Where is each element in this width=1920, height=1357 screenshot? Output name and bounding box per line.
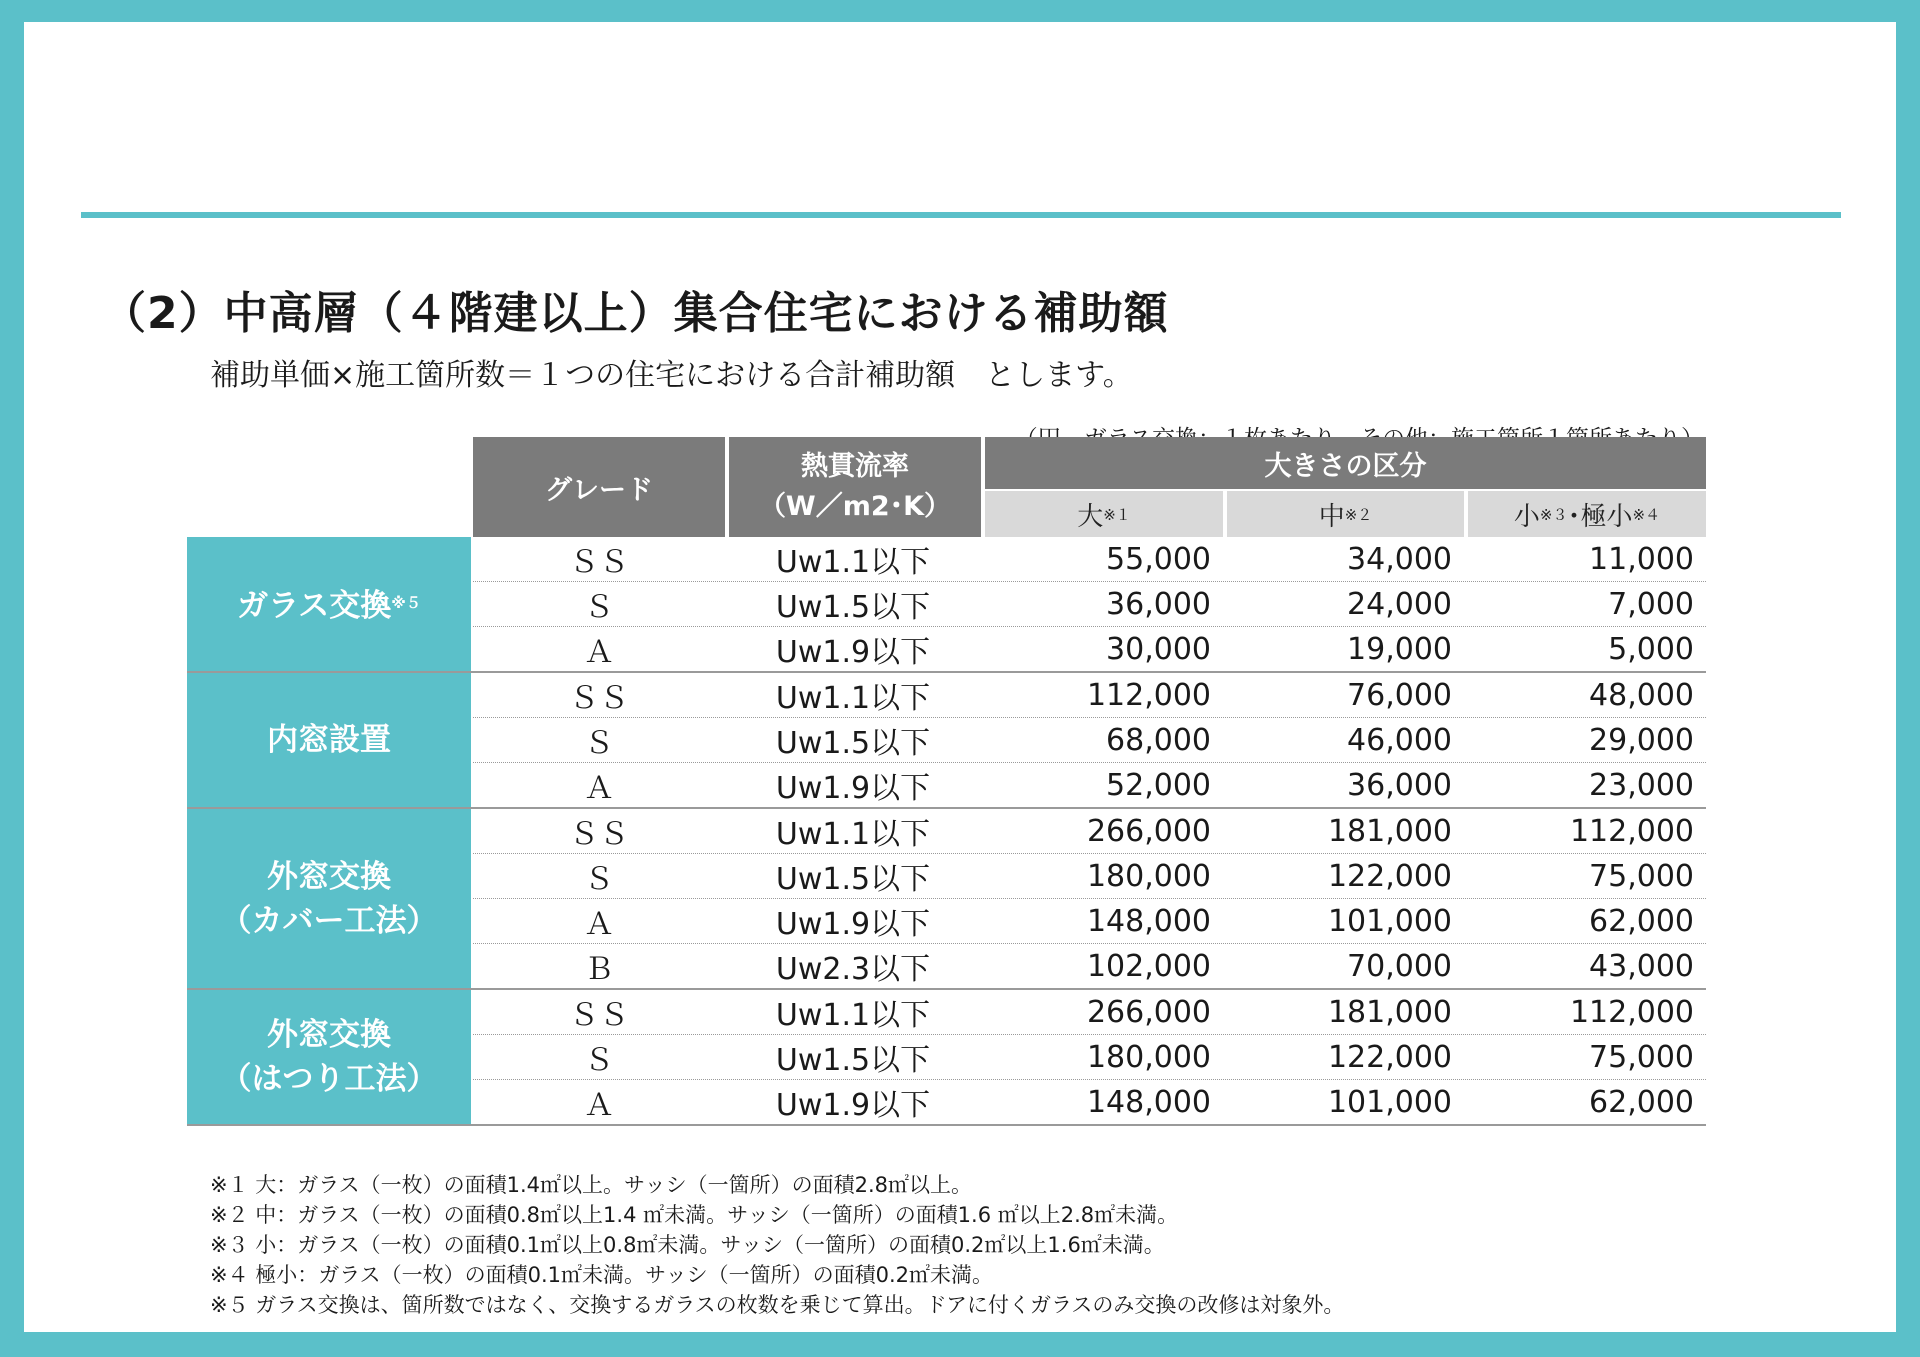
cell-heat: Uw1.5以下 [775, 726, 931, 761]
cell-heat: Uw1.5以下 [775, 590, 931, 625]
cell-large: 55,000 [1106, 541, 1211, 577]
table-row [473, 854, 1706, 899]
cell-medium: 34,000 [1347, 541, 1452, 577]
footnote: ※４ 極小：ガラス（一枚）の面積0.1㎡未満。サッシ（一箇所）の面積0.2㎡未満。 [210, 1263, 994, 1287]
header-xsmall-label: ･極小 [1567, 501, 1633, 532]
cell-small: 62,000 [1589, 1084, 1694, 1120]
group-name [187, 809, 473, 988]
header-heat-transfer [729, 437, 981, 537]
footnote: ※１ 大：ガラス（一枚）の面積1.4㎡以上。サッシ（一箇所）の面積2.8㎡以上。 [210, 1173, 973, 1197]
cell-medium: 122,000 [1327, 858, 1452, 894]
cell-large: 68,000 [1106, 722, 1211, 758]
cell-small: 62,000 [1589, 903, 1694, 939]
cell-grade: ＳＳ [569, 545, 629, 580]
cell-grade: Ｓ [584, 1043, 614, 1078]
group-name [187, 990, 473, 1124]
table-row [473, 627, 1706, 671]
cell-large: 102,000 [1086, 948, 1211, 984]
cell-grade: Ａ [584, 771, 614, 806]
cell-small: 75,000 [1589, 858, 1694, 894]
header-grade: グレード [473, 437, 725, 537]
cell-grade: ＳＳ [569, 817, 629, 852]
cell-medium: 181,000 [1327, 813, 1452, 849]
cell-grade: Ｂ [584, 952, 614, 987]
cell-medium: 46,000 [1347, 722, 1452, 758]
cell-grade: Ａ [584, 635, 614, 670]
cell-heat: Uw1.5以下 [775, 862, 931, 897]
footnote: ※５ ガラス交換は、箇所数ではなく、交換するガラスの枚数を乗じて算出。ドアに付くガラスのみ交換の改修は対象外。 [210, 1293, 1345, 1317]
group-name-text: 内窓設置 [267, 722, 391, 758]
group-name-line [221, 1057, 438, 1101]
cell-medium: 24,000 [1347, 586, 1452, 622]
header-blank [187, 437, 473, 537]
footnote: ※３ 小：ガラス（一枚）の面積0.1㎡以上0.8㎡未満。サッシ（一箇所）の面積0.2㎡以上1.6㎡未満。 [210, 1233, 1165, 1257]
cell-heat: Uw1.9以下 [775, 907, 931, 942]
table-row [473, 1035, 1706, 1080]
header-xsmall-note: ※４ [1632, 505, 1661, 524]
table-row [473, 537, 1706, 582]
cell-heat: Uw1.9以下 [775, 635, 931, 670]
cell-medium: 19,000 [1347, 631, 1452, 667]
table-group [187, 537, 1706, 673]
cell-medium: 70,000 [1347, 948, 1452, 984]
cell-small: 11,000 [1589, 541, 1694, 577]
cell-heat: Uw1.1以下 [775, 681, 931, 716]
header-small [1468, 491, 1706, 537]
table-header [187, 437, 1706, 537]
subsidy-table [187, 437, 1706, 1126]
table-row [473, 990, 1706, 1035]
header-large-note: ※１ [1103, 505, 1131, 524]
group-name-line [221, 899, 438, 943]
cell-small: 23,000 [1589, 767, 1694, 803]
header-size: 大きさの区分 [985, 437, 1706, 489]
cell-heat: Uw1.1以下 [775, 998, 931, 1033]
cell-small: 29,000 [1589, 722, 1694, 758]
group-name-line [267, 718, 391, 762]
cell-small: 75,000 [1589, 1039, 1694, 1075]
header-medium-note: ※２ [1344, 505, 1373, 524]
cell-large: 148,000 [1086, 1084, 1211, 1120]
cell-small: 43,000 [1589, 948, 1694, 984]
cell-grade: Ａ [584, 907, 614, 942]
table-row [473, 809, 1706, 854]
header-heat-line2: （W／m2･K） [758, 491, 952, 522]
cell-small: 7,000 [1608, 586, 1694, 622]
cell-large: 36,000 [1106, 586, 1211, 622]
page-subtitle: 補助単価×施工箇所数＝１つの住宅における合計補助額 とします。 [210, 358, 1133, 393]
cell-large: 180,000 [1086, 1039, 1211, 1075]
group-name-text: （カバー工法） [220, 902, 438, 939]
group-name [187, 537, 473, 671]
cell-medium: 101,000 [1327, 1084, 1452, 1120]
table-row [473, 1080, 1706, 1124]
group-name-line [267, 1013, 391, 1057]
header-size-sub [985, 491, 1706, 537]
header-large [985, 491, 1223, 537]
cell-small: 112,000 [1569, 994, 1694, 1030]
cell-large: 266,000 [1086, 994, 1211, 1030]
group-name-line [237, 581, 421, 628]
cell-grade: ＳＳ [569, 681, 629, 716]
cell-large: 112,000 [1086, 677, 1211, 713]
header-size-group [985, 437, 1706, 537]
cell-grade: Ｓ [584, 590, 614, 625]
group-name-text: 外窓交換 [267, 858, 391, 895]
cell-medium: 181,000 [1327, 994, 1452, 1030]
cell-large: 52,000 [1106, 767, 1211, 803]
table-row [473, 718, 1706, 763]
cell-large: 266,000 [1086, 813, 1211, 849]
cell-large: 148,000 [1086, 903, 1211, 939]
group-name-text: 外窓交換 [267, 1017, 391, 1053]
header-heat-line1: 熱貫流率 [801, 451, 909, 482]
table-row [473, 763, 1706, 807]
cell-heat: Uw1.9以下 [775, 771, 931, 806]
cell-grade: Ｓ [584, 726, 614, 761]
table-group [187, 673, 1706, 809]
table-body [187, 537, 1706, 1126]
cell-heat: Uw1.5以下 [775, 1043, 931, 1078]
cell-grade: ＳＳ [569, 998, 629, 1033]
cell-medium: 122,000 [1327, 1039, 1452, 1075]
cell-medium: 101,000 [1327, 903, 1452, 939]
cell-large: 30,000 [1106, 631, 1211, 667]
cell-medium: 36,000 [1347, 767, 1452, 803]
table-row [473, 673, 1706, 718]
cell-heat: Uw1.1以下 [775, 545, 931, 580]
header-rule [81, 212, 1841, 218]
table-group [187, 809, 1706, 990]
header-small-note: ※３ [1539, 505, 1568, 524]
table-row [473, 582, 1706, 627]
cell-heat: Uw1.1以下 [775, 817, 931, 852]
group-name [187, 673, 473, 807]
group-name-text: ガラス交換 [237, 587, 392, 624]
header-small-label: 小 [1513, 501, 1540, 532]
table-row [473, 944, 1706, 988]
cell-heat: Uw1.9以下 [775, 1088, 931, 1123]
group-name-line [267, 855, 391, 899]
cell-small: 112,000 [1569, 813, 1694, 849]
cell-small: 5,000 [1608, 631, 1694, 667]
table-group [187, 990, 1706, 1126]
footnote: ※２ 中：ガラス（一枚）の面積0.8㎡以上1.4 ㎡未満。サッシ（一箇所）の面積1.6 ㎡以上2.8㎡未満。 [210, 1203, 1179, 1227]
document-page [24, 22, 1896, 1332]
page-title: （2）中高層（４階建以上）集合住宅における補助額 [102, 288, 1169, 339]
group-name-note: ※５ [391, 593, 421, 612]
cell-grade: Ａ [584, 1088, 614, 1123]
cell-medium: 76,000 [1347, 677, 1452, 713]
cell-large: 180,000 [1086, 858, 1211, 894]
header-large-label: 大 [1077, 501, 1104, 532]
cell-grade: Ｓ [584, 862, 614, 897]
header-medium-label: 中 [1318, 501, 1345, 532]
cell-heat: Uw2.3以下 [775, 952, 931, 987]
group-name-text: （はつり工法） [220, 1061, 438, 1097]
cell-small: 48,000 [1589, 677, 1694, 713]
footnotes [210, 1170, 1344, 1320]
table-row [473, 899, 1706, 944]
header-medium [1227, 491, 1464, 537]
